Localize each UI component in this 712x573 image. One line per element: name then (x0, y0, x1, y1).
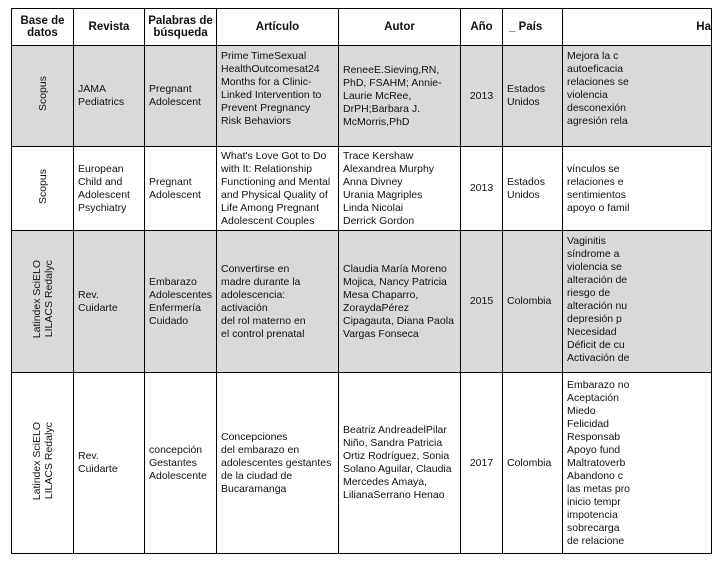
cell-revista: JAMA Pediatrics (74, 46, 145, 147)
cell-base: Scopus (12, 46, 74, 147)
cell-base: Latindex SciELO LILACS Redalyc (12, 373, 74, 554)
cell-articulo: Convertirse en madre durante la adolescencia: activación del rol materno en el control prenatal (217, 231, 339, 373)
cell-articulo: Prime TimeSexual HealthOutcomesat24 Months for a Clinic- Linked Intervention to Prevent Pregnancy Risk Behaviors (217, 46, 339, 147)
cell-pais: Estados Unidos (503, 46, 563, 147)
cell-palabras: Pregnant Adolescent (145, 46, 217, 147)
cell-pais: Colombia (503, 231, 563, 373)
cell-autor: ReneeE.Sieving,RN, PhD, FSAHM; Annie- Laurie McRee, DrPH;Barbara J. McMorris,PhD (339, 46, 461, 147)
cell-hallazgos: vínculos se relaciones e sentimientos apoyo o famil (563, 147, 712, 231)
cell-revista: European Child and Adolescent Psychiatry (74, 147, 145, 231)
cell-autor: Trace Kershaw Alexandrea Murphy Anna Divney Urania Magriples Linda Nicolai Derrick Gordon (339, 147, 461, 231)
literature-table (11, 8, 712, 554)
cell-autor: Claudia María Moreno Mojica, Nancy Patricia Mesa Chaparro, ZoraydaPérez Cipagauta, Diana Paola Vargas Fonseca (339, 231, 461, 373)
header-hallazgos: Ha (563, 9, 712, 46)
cell-pais: Estados Unidos (503, 147, 563, 231)
cell-anio: 2015 (461, 231, 503, 373)
cell-palabras: Embarazo Adolescentes Enfermería Cuidado (145, 231, 217, 373)
cell-base: Scopus (12, 147, 74, 231)
cell-palabras: Pregnant Adolescent (145, 147, 217, 231)
header-revista: Revista (74, 9, 145, 46)
header-palabras: Palabras de búsqueda (145, 9, 217, 46)
document-page (11, 8, 711, 568)
header-autor: Autor (339, 9, 461, 46)
cell-hallazgos: Embarazo no Aceptación Miedo Felicidad Responsab Apoyo fund Maltratoverb Abandono c las metas pro inicio tempr impotencia sobrecarga de relacione (563, 373, 712, 554)
cell-revista: Rev. Cuidarte (74, 373, 145, 554)
cell-pais: Colombia (503, 373, 563, 554)
cell-revista: Rev. Cuidarte (74, 231, 145, 373)
cell-hallazgos: Vaginitis síndrome a violencia se alteración de riesgo de alteración nu depresión p Necesidad Déficit de cu Activación de (563, 231, 712, 373)
cell-hallazgos: Mejora la c autoeficacia relaciones se violencia desconexión agresión rela (563, 46, 712, 147)
cell-articulo: Concepciones del embarazo en adolescentes gestantes de la ciudad de Bucaramanga (217, 373, 339, 554)
cell-palabras: concepción Gestantes Adolescente (145, 373, 217, 554)
cell-anio: 2017 (461, 373, 503, 554)
table-row (12, 231, 712, 373)
cell-anio: 2013 (461, 147, 503, 231)
cell-anio: 2013 (461, 46, 503, 147)
table-row (12, 373, 712, 554)
header-base-de-datos: Base de datos (12, 9, 74, 46)
header-articulo: Artículo (217, 9, 339, 46)
cell-base: Latindex SciELO LILACS Redalyc (12, 231, 74, 373)
table-row (12, 46, 712, 147)
table-row (12, 147, 712, 231)
table-header-row (12, 9, 712, 46)
cell-autor: Beatriz AndreadelPilar Niño, Sandra Patricia Ortiz Rodríguez, Sonia Solano Aguilar, Claudia Mercedes Amaya, LilianaSerrano Henao (339, 373, 461, 554)
header-pais: _ País (503, 9, 563, 46)
cell-articulo: What's Love Got to Do with It: Relationship Functioning and Mental and Physical Quality of Life Among Pregnant Adolescent Couples (217, 147, 339, 231)
header-anio: Año (461, 9, 503, 46)
